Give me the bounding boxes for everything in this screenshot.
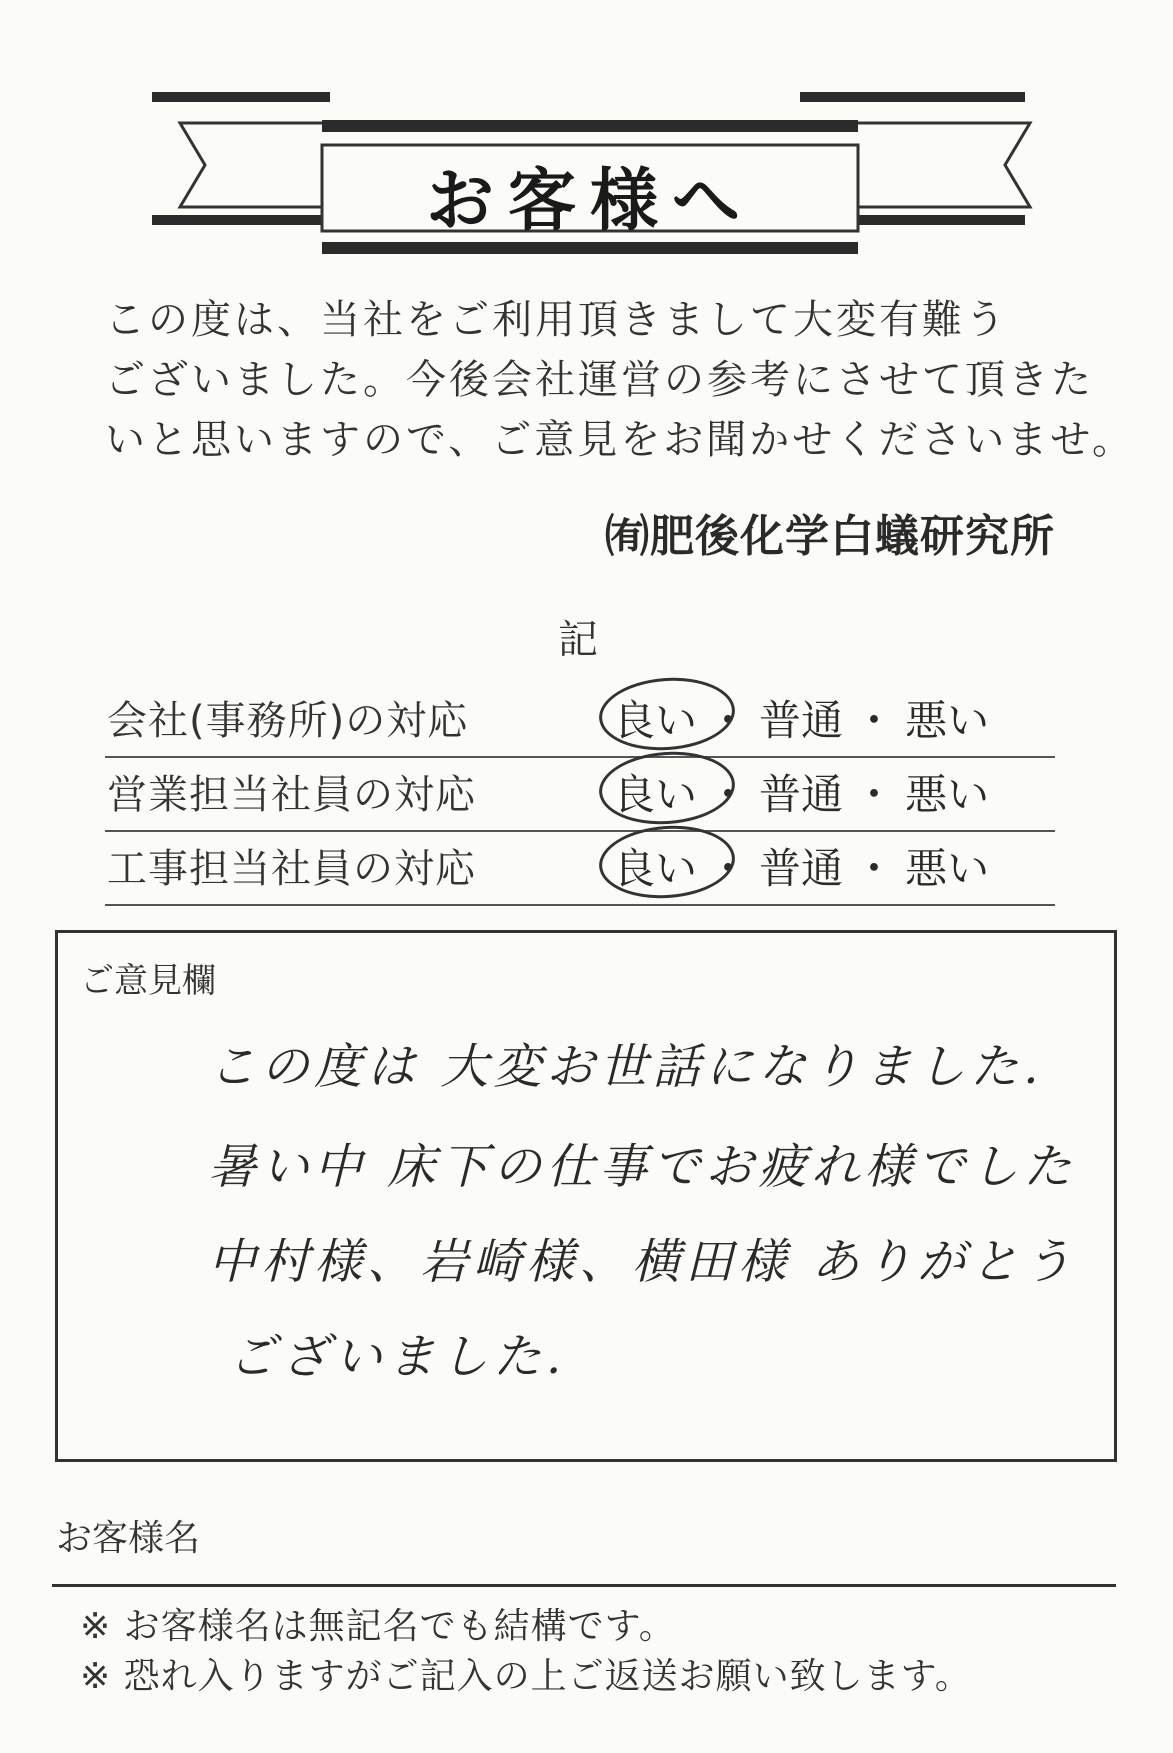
rating-options	[613, 836, 989, 896]
banner-title: お客様へ	[425, 160, 754, 241]
opinion-title: ご意見欄	[80, 961, 216, 1001]
note-line: ※ お客様名は無記名でも結構です。	[80, 1606, 676, 1647]
rating-label: 営業担当社員の対応	[107, 772, 476, 818]
customer-name-field[interactable]	[52, 1584, 1116, 1587]
handwritten-line: 暑い中 床下の仕事でお疲れ様でした	[208, 1139, 1077, 1195]
rating-option-normal[interactable]: 普通	[759, 844, 844, 893]
handwritten-line: 中村様、岩崎様、横田様 ありがとう	[208, 1234, 1077, 1290]
rating-row-construction	[105, 830, 1055, 906]
intro-line: ございました。今後会社運営の参考にさせて頂きた	[105, 357, 1094, 403]
rating-options	[613, 688, 989, 748]
rating-label: 会社(事務所)の対応	[107, 698, 469, 744]
rating-option-good[interactable]: 良い	[613, 836, 697, 896]
rating-options	[613, 762, 989, 822]
handwritten-line: この度は 大変お世話になりました.	[208, 1039, 1044, 1095]
rating-option-normal[interactable]: 普通	[759, 696, 844, 745]
rating-option-good[interactable]: 良い	[613, 688, 697, 748]
rating-option-bad[interactable]: 悪い	[905, 770, 990, 819]
separator: ・	[853, 696, 896, 745]
intro-line: この度は、当社をご利用頂きまして大変有難う	[105, 297, 1008, 343]
rating-option-good[interactable]: 良い	[613, 762, 697, 822]
handwritten-line: ございました.	[228, 1329, 567, 1385]
rating-option-bad[interactable]: 悪い	[905, 844, 990, 893]
separator: ・	[853, 844, 896, 893]
rating-option-normal[interactable]: 普通	[759, 770, 844, 819]
rating-label: 工事担当社員の対応	[107, 846, 476, 892]
intro-line: いと思いますので、ご意見をお聞かせくださいませ。	[105, 417, 1135, 463]
customer-name-label: お客様名	[56, 1518, 201, 1559]
opinion-box[interactable]	[55, 930, 1117, 1462]
note-line: ※ 恐れ入りますがご記入の上ご返送お願い致します。	[80, 1656, 972, 1697]
rating-option-bad[interactable]: 悪い	[905, 696, 990, 745]
intro-text	[105, 290, 1135, 470]
separator: ・	[707, 696, 750, 745]
separator: ・	[853, 770, 896, 819]
ki-heading: 記	[558, 617, 598, 663]
separator: ・	[707, 770, 750, 819]
rating-row-company	[105, 682, 1055, 758]
rating-row-sales	[105, 756, 1055, 832]
separator: ・	[707, 844, 750, 893]
company-name: ㈲肥後化学白蟻研究所	[605, 511, 1055, 562]
